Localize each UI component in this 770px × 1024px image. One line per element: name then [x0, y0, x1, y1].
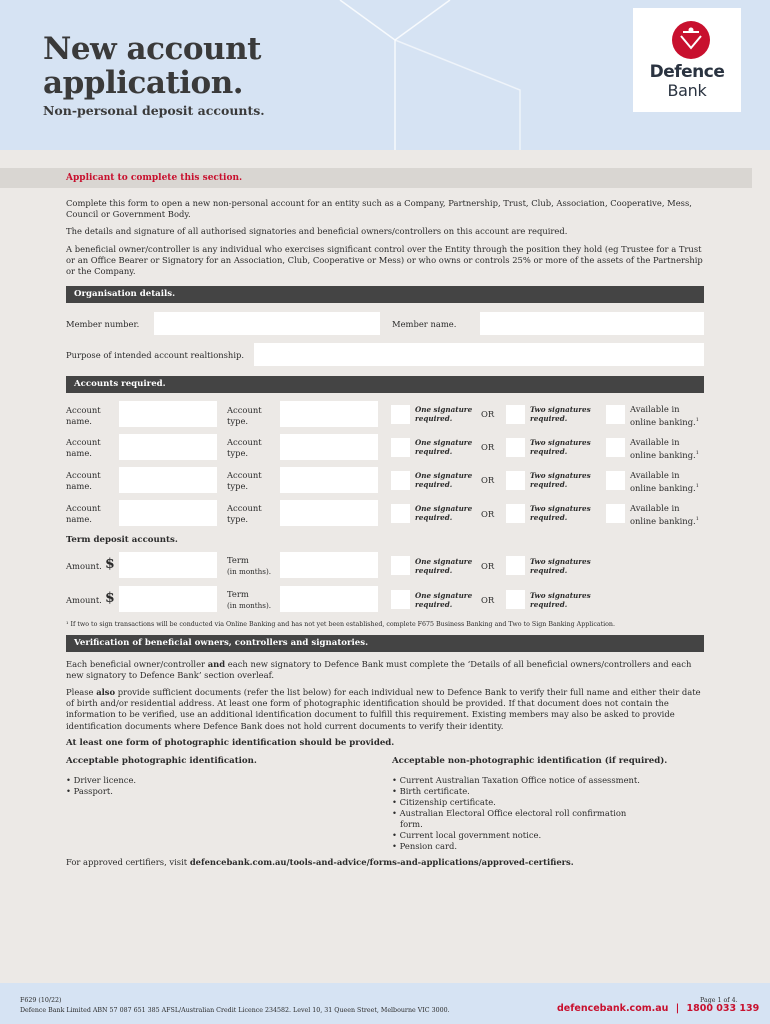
- one-signature-checkbox[interactable]: [391, 405, 410, 424]
- one-signature-label: One signature required.: [415, 471, 473, 489]
- online-banking-label: Available in online banking.$^1$: [630, 503, 699, 526]
- two-signatures-label: Two signatures required.: [530, 438, 591, 456]
- photo-id-heading: Acceptable photographic identification.: [66, 756, 257, 766]
- page-subtitle: Non-personal deposit accounts.: [43, 103, 265, 118]
- non-photo-id-item: form.: [400, 819, 423, 829]
- organisation-details-bar: Organisation details.: [66, 286, 704, 303]
- term-input[interactable]: [280, 552, 378, 578]
- account-name-input[interactable]: [119, 434, 217, 460]
- legal-text: Defence Bank Limited ABN 57 087 651 385 AFSL/Australian Credit Licence 234582. Level 10, 31 Queen Street, Melbourne VIC 3000.: [20, 1007, 450, 1014]
- account-type-label: Account type.: [227, 470, 262, 491]
- logo-word-bank: Bank: [667, 81, 707, 100]
- non-photo-id-item: • Pension card.: [392, 841, 457, 851]
- two-signatures-label: Two signatures required.: [530, 591, 591, 609]
- member-number-label: Member number.: [66, 319, 140, 329]
- account-type-input[interactable]: [280, 401, 378, 427]
- online-banking-label: Available in online banking.$^1$: [630, 470, 699, 493]
- one-signature-checkbox[interactable]: [391, 556, 410, 575]
- account-name-input[interactable]: [119, 467, 217, 493]
- page-header: [0, 0, 770, 150]
- term-months-label: (in months).: [227, 567, 272, 576]
- intro-paragraph-3: A beneficial owner/controller is any individual who exercises significant control over the Entity through the position they hold (eg Trustee for a Trust or an Office Bearer or Signatory for an Association, Club, Cooperative or Mess) or who owns or controls 25% or more of the assets of the Partnership or the Company.: [66, 244, 703, 277]
- page-number: Page 1 of 4.: [700, 997, 738, 1004]
- account-name-label: Account name.: [66, 405, 101, 426]
- amount-input[interactable]: [119, 586, 217, 612]
- logo-word-defence: Defence: [649, 62, 725, 82]
- account-name-label: Account name.: [66, 470, 101, 491]
- photo-id-notice: At least one form of photographic identification should be provided.: [66, 738, 395, 748]
- one-signature-checkbox[interactable]: [391, 471, 410, 490]
- two-signatures-label: Two signatures required.: [530, 557, 591, 575]
- online-banking-checkbox[interactable]: [606, 405, 625, 424]
- separator: |: [675, 1003, 680, 1014]
- term-months-label: (in months).: [227, 601, 272, 610]
- term-input[interactable]: [280, 586, 378, 612]
- verification-bar: Verification of beneficial owners, controllers and signatories.: [66, 635, 704, 652]
- or-label: OR: [481, 561, 495, 571]
- term-deposit-heading: Term deposit accounts.: [66, 535, 178, 545]
- page-title: New account application.: [43, 31, 261, 101]
- non-photo-id-item: • Australian Electoral Office electoral roll confirmation: [392, 808, 627, 818]
- one-signature-label: One signature required.: [415, 405, 473, 423]
- intro-paragraph-2: The details and signature of all authorised signatories and beneficial owners/controllers on this account are required.: [66, 226, 568, 236]
- accounts-required-bar: Accounts required.: [66, 376, 704, 393]
- account-type-input[interactable]: [280, 500, 378, 526]
- account-name-input[interactable]: [119, 500, 217, 526]
- member-name-input[interactable]: [480, 312, 704, 335]
- member-number-input[interactable]: [154, 312, 380, 335]
- amount-label: Amount.: [66, 595, 102, 605]
- account-type-input[interactable]: [280, 434, 378, 460]
- photo-id-item: • Passport.: [66, 786, 113, 796]
- term-label: Term: [227, 589, 249, 599]
- footnote: ¹ If two to sign transactions will be conducted via Online Banking and has not yet been established, complete F675 Business Banking and Two to Sign Banking Application.: [66, 621, 615, 628]
- non-photo-id-item: • Current Australian Taxation Office notice of assessment.: [392, 775, 640, 785]
- page-footer: [0, 983, 770, 1024]
- website-link[interactable]: defencebank.com.au: [557, 1003, 669, 1014]
- one-signature-checkbox[interactable]: [391, 590, 410, 609]
- certifiers-link[interactable]: defencebank.com.au/tools-and-advice/forms-and-applications/approved-certifiers.: [189, 857, 574, 867]
- or-label: OR: [481, 442, 495, 452]
- or-label: OR: [481, 595, 495, 605]
- verify-paragraph-2: Please also provide sufficient documents (refer the list below) for each individual new to Defence Bank to verify their full name and either their date of birth and/or residential address. At least one form of photographic identification should be provided. If that document does not contain the information to be verified, use an additional identification document to fulfill this requirement. Existing members may also be asked to provide identification documents where Defence Bank does not hold current documents to verify their identity.: [66, 687, 701, 731]
- account-name-label: Account name.: [66, 437, 101, 458]
- one-signature-checkbox[interactable]: [391, 504, 410, 523]
- non-photo-id-heading: Acceptable non-photographic identification (if required).: [392, 756, 668, 766]
- online-banking-checkbox[interactable]: [606, 438, 625, 457]
- two-signatures-checkbox[interactable]: [506, 405, 525, 424]
- two-signatures-label: Two signatures required.: [530, 471, 591, 489]
- one-signature-label: One signature required.: [415, 557, 473, 575]
- verify-paragraph-1: Each beneficial owner/controller and each new signatory to Defence Bank must complete the ‘Details of all beneficial owners/controllers and each new signatory to Defence Bank’ section overleaf.: [66, 659, 692, 681]
- non-photo-id-item: • Current local government notice.: [392, 830, 542, 840]
- two-signatures-checkbox[interactable]: [506, 471, 525, 490]
- certifiers-note: For approved certifiers, visit defencebank.com.au/tools-and-advice/forms-and-applications/approved-certifiers.: [66, 857, 574, 867]
- phone-number[interactable]: 1800 033 139: [686, 1003, 760, 1014]
- two-signatures-label: Two signatures required.: [530, 405, 591, 423]
- purpose-input[interactable]: [254, 343, 704, 366]
- defence-bank-logo: [633, 8, 741, 112]
- two-signatures-checkbox[interactable]: [506, 556, 525, 575]
- two-signatures-checkbox[interactable]: [506, 438, 525, 457]
- footer-contact: [557, 1003, 759, 1014]
- amount-label: Amount.: [66, 561, 102, 571]
- non-photo-id-item: • Citizenship certificate.: [392, 797, 496, 807]
- non-photo-id-item: • Birth certificate.: [392, 786, 470, 796]
- two-signatures-checkbox[interactable]: [506, 504, 525, 523]
- purpose-label: Purpose of intended account realtionship.: [66, 350, 245, 360]
- or-label: OR: [481, 409, 495, 419]
- two-signatures-label: Two signatures required.: [530, 504, 591, 522]
- one-signature-label: One signature required.: [415, 504, 473, 522]
- term-label: Term: [227, 555, 249, 565]
- two-signatures-checkbox[interactable]: [506, 590, 525, 609]
- online-banking-checkbox[interactable]: [606, 504, 625, 523]
- amount-input[interactable]: [119, 552, 217, 578]
- account-name-label: Account name.: [66, 503, 101, 524]
- online-banking-label: Available in online banking.$^1$: [630, 437, 699, 460]
- shield-emblem-icon: [633, 8, 741, 60]
- form-code: F629 (10/22): [20, 997, 62, 1004]
- dollar-sign: $: [105, 556, 115, 572]
- or-label: OR: [481, 509, 495, 519]
- one-signature-label: One signature required.: [415, 438, 473, 456]
- account-type-input[interactable]: [280, 467, 378, 493]
- member-name-label: Member name.: [392, 319, 457, 329]
- account-name-input[interactable]: [119, 401, 217, 427]
- photo-id-item: • Driver licence.: [66, 775, 137, 785]
- one-signature-label: One signature required.: [415, 591, 473, 609]
- account-type-label: Account type.: [227, 437, 262, 458]
- intro-paragraph-1: Complete this form to open a new non-personal account for an entity such as a Company, Partnership, Trust, Club, Association, Cooperative, Mess, Council or Government Body.: [66, 198, 692, 220]
- one-signature-checkbox[interactable]: [391, 438, 410, 457]
- dollar-sign: $: [105, 590, 115, 606]
- section-heading: Applicant to complete this section.: [66, 173, 243, 183]
- account-type-label: Account type.: [227, 405, 262, 426]
- or-label: OR: [481, 475, 495, 485]
- online-banking-checkbox[interactable]: [606, 471, 625, 490]
- online-banking-label: Available in online banking.$^1$: [630, 404, 699, 427]
- account-type-label: Account type.: [227, 503, 262, 524]
